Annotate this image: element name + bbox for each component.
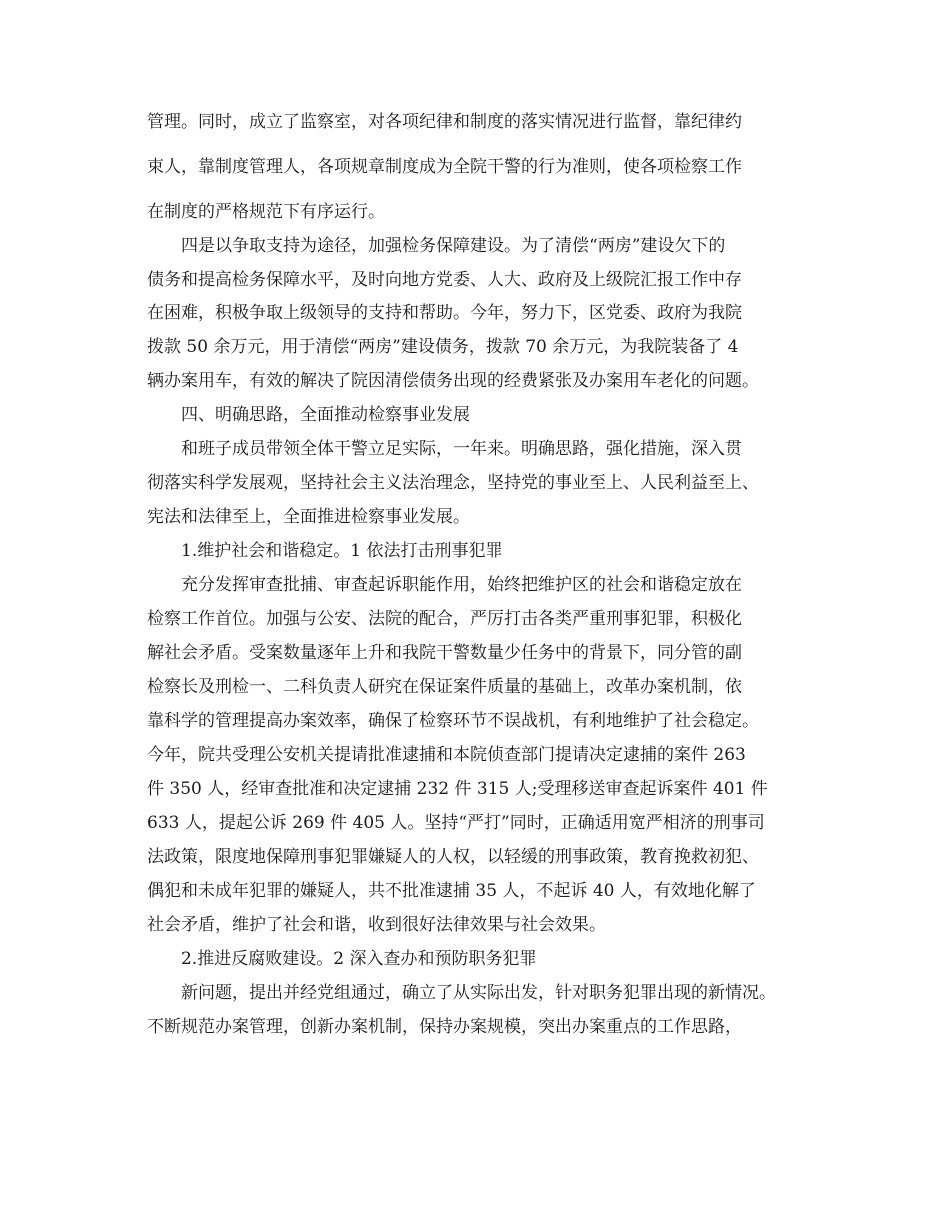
text-line: 靠科学的管理提高办案效率，确保了检察环节不误战机，有利地维护了社会稳定。 bbox=[147, 711, 759, 731]
text-line: 拨款 50 余万元，用于清偿“两房”建设债务，拨款 70 余万元，为我院装备了 4 bbox=[147, 337, 739, 357]
text-line: 法政策，限度地保障刑事犯罪嫌疑人的人权，以轻缓的刑事政策，教育挽救初犯、 bbox=[147, 847, 759, 867]
text-line: 偶犯和未成年犯罪的嫌疑人，共不批准逮捕 35 人，不起诉 40 人，有效地化解了 bbox=[147, 881, 756, 901]
text-line: 充分发挥审查批捕、审查起诉职能作用，始终把维护区的社会和谐稳定放在 bbox=[181, 575, 742, 595]
text-line: 检察长及刑检一、二科负责人研究在保证案件质量的基础上，改革办案机制，依 bbox=[147, 677, 742, 697]
subsection-heading: 2.推进反腐败建设。2 深入查办和预防职务犯罪 bbox=[181, 949, 537, 969]
text-line: 新问题，提出并经党组通过，确立了从实际出发，针对职务犯罪出现的新情况。 bbox=[181, 983, 776, 1003]
text-line: 解社会矛盾。受案数量逐年上升和我院干警数量少任务中的背景下，同分管的副 bbox=[147, 643, 742, 663]
text-line: 彻落实科学发展观，坚持社会主义法治理念，坚持党的事业至上、人民利益至上、 bbox=[147, 473, 759, 493]
text-line: 不断规范办案管理，创新办案机制，保持办案规模，突出办案重点的工作思路， bbox=[147, 1017, 742, 1037]
text-line: 件 350 人，经审查批准和决定逮捕 232 件 315 人;受理移送审查起诉案件 401 件 bbox=[147, 779, 768, 799]
text-line: 检察工作首位。加强与公安、法院的配合，严厉打击各类严重刑事犯罪，积极化 bbox=[147, 609, 742, 629]
text-line: 宪法和法律至上，全面推进检察事业发展。 bbox=[147, 507, 470, 527]
text-line: 今年，院共受理公安机关提请批准逮捕和本院侦查部门提请决定逮捕的案件 263 bbox=[147, 745, 746, 765]
text-line: 管理。同时，成立了监察室，对各项纪律和制度的落实情况进行监督，靠纪律约 bbox=[147, 112, 742, 132]
text-line: 债务和提高检务保障水平，及时向地方党委、人大、政府及上级院汇报工作中存 bbox=[147, 270, 742, 290]
section-heading: 四、明确思路，全面推动检察事业发展 bbox=[181, 405, 470, 425]
text-line: 社会矛盾，维护了社会和谐，收到很好法律效果与社会效果。 bbox=[147, 915, 606, 935]
subsection-heading: 1.维护社会和谐稳定。1 依法打击刑事犯罪 bbox=[181, 541, 503, 561]
text-line: 在困难，积极争取上级领导的支持和帮助。今年，努力下，区党委、政府为我院 bbox=[147, 303, 742, 323]
text-line: 633 人，提起公诉 269 件 405 人。坚持“严打”同时，正确适用宽严相济的刑事司 bbox=[147, 813, 765, 833]
text-line: 四是以争取支持为途径，加强检务保障建设。为了清偿“两房”建设欠下的 bbox=[181, 236, 726, 256]
text-line: 辆办案用车，有效的解决了院因清偿债务出现的经费紧张及办案用车老化的问题。 bbox=[147, 371, 759, 391]
text-line: 束人，靠制度管理人，各项规章制度成为全院干警的行为准则，使各项检察工作 bbox=[147, 157, 742, 177]
text-line: 在制度的严格规范下有序运行。 bbox=[147, 202, 385, 222]
text-line: 和班子成员带领全体干警立足实际，一年来。明确思路，强化措施，深入贯 bbox=[181, 439, 742, 459]
